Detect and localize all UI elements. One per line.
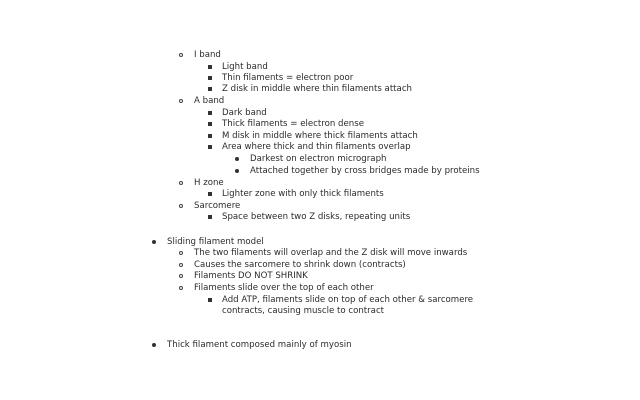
hollow-circle-bullet-icon <box>176 178 186 188</box>
filled-dot-bullet-icon <box>232 166 242 176</box>
list-item: Dark band <box>222 108 267 118</box>
square-bullet-icon <box>205 189 215 199</box>
hollow-circle-bullet-icon <box>176 96 186 106</box>
hollow-circle-bullet-icon <box>176 271 186 281</box>
filled-dot-bullet-icon <box>149 237 159 247</box>
list-item: Space between two Z disks, repeating units <box>222 212 411 222</box>
h-zone-heading: H zone <box>194 178 224 188</box>
square-bullet-icon <box>205 62 215 72</box>
i-band-heading: I band <box>194 50 221 60</box>
a-band-heading: A band <box>194 96 225 106</box>
square-bullet-icon <box>205 73 215 83</box>
sarcomere-heading: Sarcomere <box>194 201 241 211</box>
hollow-circle-bullet-icon <box>176 248 186 258</box>
list-item: Filaments slide over the top of each other <box>194 283 374 293</box>
hollow-circle-bullet-icon <box>176 50 186 60</box>
list-item: M disk in middle where thick filaments attach <box>222 131 418 141</box>
list-item: Attached together by cross bridges made by proteins <box>250 166 480 176</box>
square-bullet-icon <box>205 212 215 222</box>
sliding-filament-heading: Sliding filament model <box>167 237 264 247</box>
square-bullet-icon <box>205 108 215 118</box>
page-bottom-mask <box>0 351 640 400</box>
list-item: Lighter zone with only thick filaments <box>222 189 384 199</box>
list-item: Darkest on electron micrograph <box>250 154 387 164</box>
square-bullet-icon <box>205 119 215 129</box>
list-item: Causes the sarcomere to shrink down (contracts) <box>194 260 406 270</box>
thick-filament-heading: Thick filament composed mainly of myosin <box>167 340 352 350</box>
list-item: Area where thick and thin filaments overlap <box>222 142 411 152</box>
square-bullet-icon <box>205 84 215 94</box>
list-item: Thin filaments = electron poor <box>222 73 354 83</box>
hollow-circle-bullet-icon <box>176 283 186 293</box>
list-item: Light band <box>222 62 268 72</box>
filled-dot-bullet-icon <box>232 154 242 164</box>
filled-dot-bullet-icon <box>149 340 159 350</box>
square-bullet-icon <box>205 142 215 152</box>
list-item: Z disk in middle where thin filaments attach <box>222 84 412 94</box>
hollow-circle-bullet-icon <box>176 201 186 211</box>
list-item: Filaments DO NOT SHRINK <box>194 271 308 281</box>
list-item: The two filaments will overlap and the Z disk will move inwards <box>194 248 468 258</box>
list-item: Add ATP, filaments slide on top of each other & sarcomere <box>222 295 474 305</box>
list-item-continuation: contracts, causing muscle to contract <box>222 306 385 316</box>
hollow-circle-bullet-icon <box>176 260 186 270</box>
list-item: Thick filaments = electron dense <box>222 119 364 129</box>
square-bullet-icon <box>205 295 215 305</box>
square-bullet-icon <box>205 131 215 141</box>
